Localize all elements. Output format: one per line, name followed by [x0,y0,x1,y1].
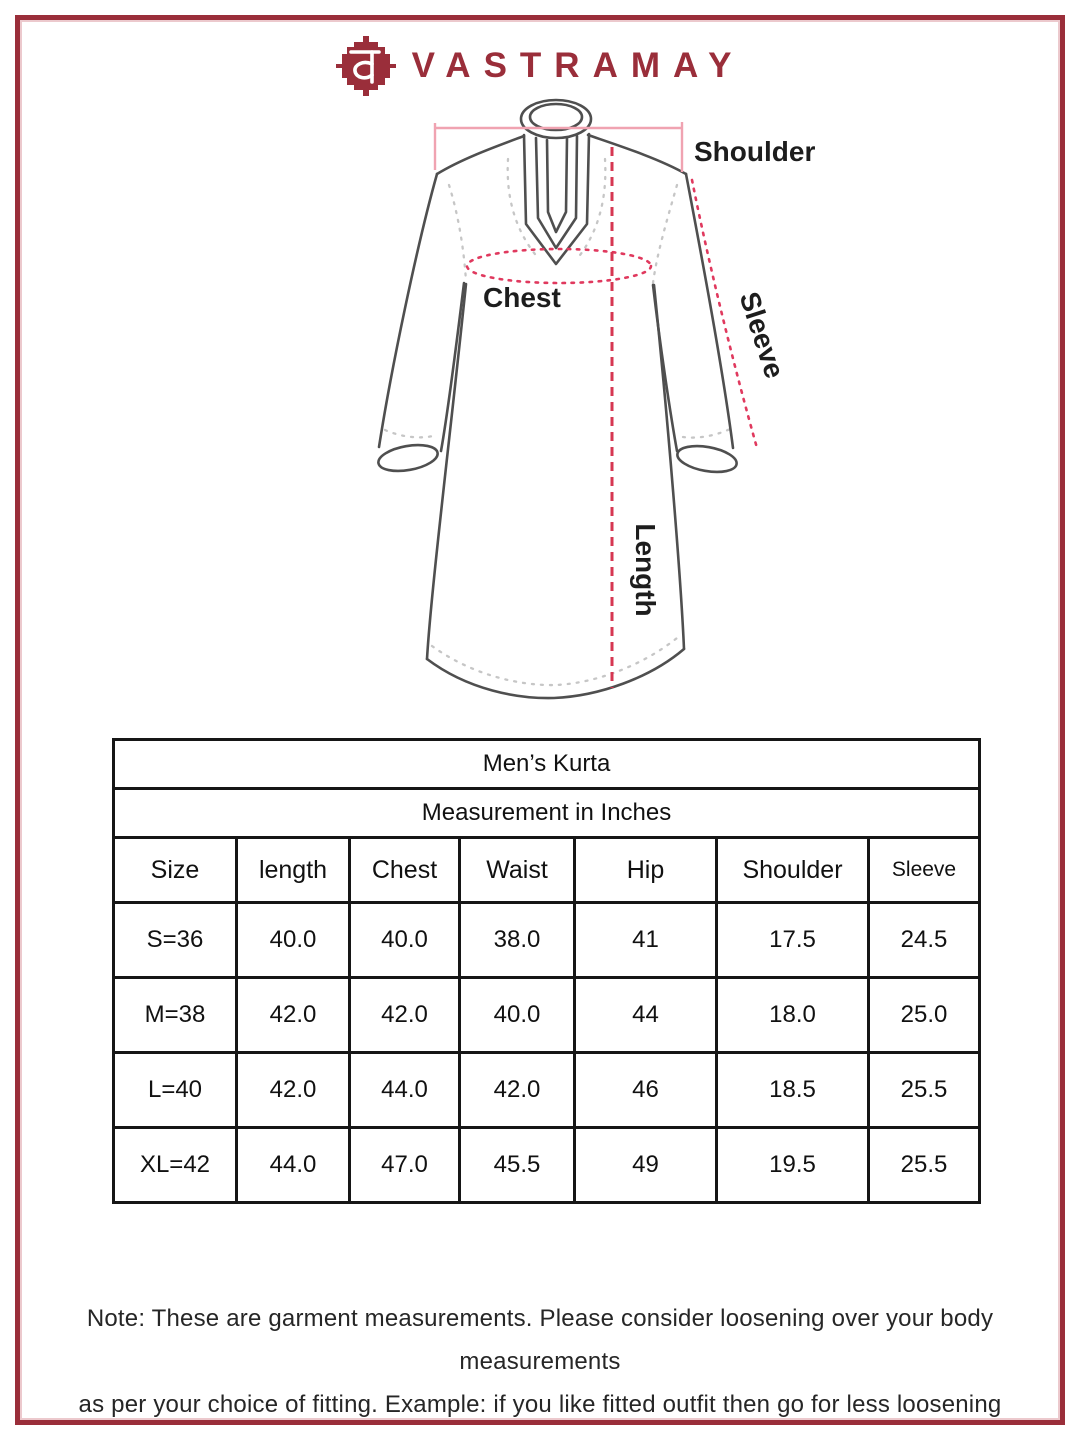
column-header-length: length [237,838,350,903]
kurta-measurement-diagram [340,88,840,718]
table-cell: 44.0 [350,1053,460,1128]
table-cell: 41 [575,903,717,978]
table-row-s [114,903,980,978]
table-cell: 25.5 [869,1053,980,1128]
note-line-2: as per your choice of fitting. Example: if you like fitted outfit then go for less loosening [78,1391,1002,1418]
chest-guide-ellipse [467,249,651,283]
table-cell: 40.0 [350,903,460,978]
table-cell: 25.0 [869,978,980,1053]
measurement-guides [435,122,757,688]
table-cell: 19.5 [717,1128,869,1203]
table-cell: S=36 [114,903,237,978]
table-title: Men’s Kurta [114,740,980,789]
sleeve-label: Sleeve [733,288,791,383]
table-cell: 18.0 [717,978,869,1053]
table-cell: 18.5 [717,1053,869,1128]
table-cell: 42.0 [350,978,460,1053]
table-cell: L=40 [114,1053,237,1128]
length-label: Length [630,523,661,617]
table-cell: 44 [575,978,717,1053]
table-cell: 42.0 [460,1053,575,1128]
column-header-waist: Waist [460,838,575,903]
table-cell: 40.0 [460,978,575,1053]
shoulder-label: Shoulder [694,136,816,167]
brand-logo [0,36,1080,96]
column-header-chest: Chest [350,838,460,903]
table-title-row [114,740,980,789]
table-cell: 17.5 [717,903,869,978]
table-cell: 24.5 [869,903,980,978]
table-cell: 42.0 [237,1053,350,1128]
table-row-l [114,1053,980,1128]
table-cell: 38.0 [460,903,575,978]
kurta-outline [376,100,738,698]
brand-logo-icon [336,36,396,96]
table-cell: 42.0 [237,978,350,1053]
table-cell: 49 [575,1128,717,1203]
column-header-hip: Hip [575,838,717,903]
measurement-note [30,1297,1050,1426]
column-header-size: Size [114,838,237,903]
table-cell: 47.0 [350,1128,460,1203]
size-chart-table [112,738,981,1204]
table-cell: 45.5 [460,1128,575,1203]
table-subtitle: Measurement in Inches [114,789,980,838]
table-row-xl [114,1128,980,1203]
table-subtitle-row [114,789,980,838]
table-cell: XL=42 [114,1128,237,1203]
stitch-detail-lines [385,159,730,685]
brand-wordmark: VASTRAMAY [411,46,745,85]
table-cell: 46 [575,1053,717,1128]
table-cell: 25.5 [869,1128,980,1203]
table-cell: 44.0 [237,1128,350,1203]
table-header-row [114,838,980,903]
note-line-1: Note: These are garment measurements. Please consider loosening over your body measurements [86,1305,994,1375]
table-row-m [114,978,980,1053]
column-header-shoulder: Shoulder [717,838,869,903]
table-cell: 40.0 [237,903,350,978]
chest-label: Chest [483,282,561,313]
column-header-sleeve: Sleeve [869,838,980,903]
table-cell: M=38 [114,978,237,1053]
